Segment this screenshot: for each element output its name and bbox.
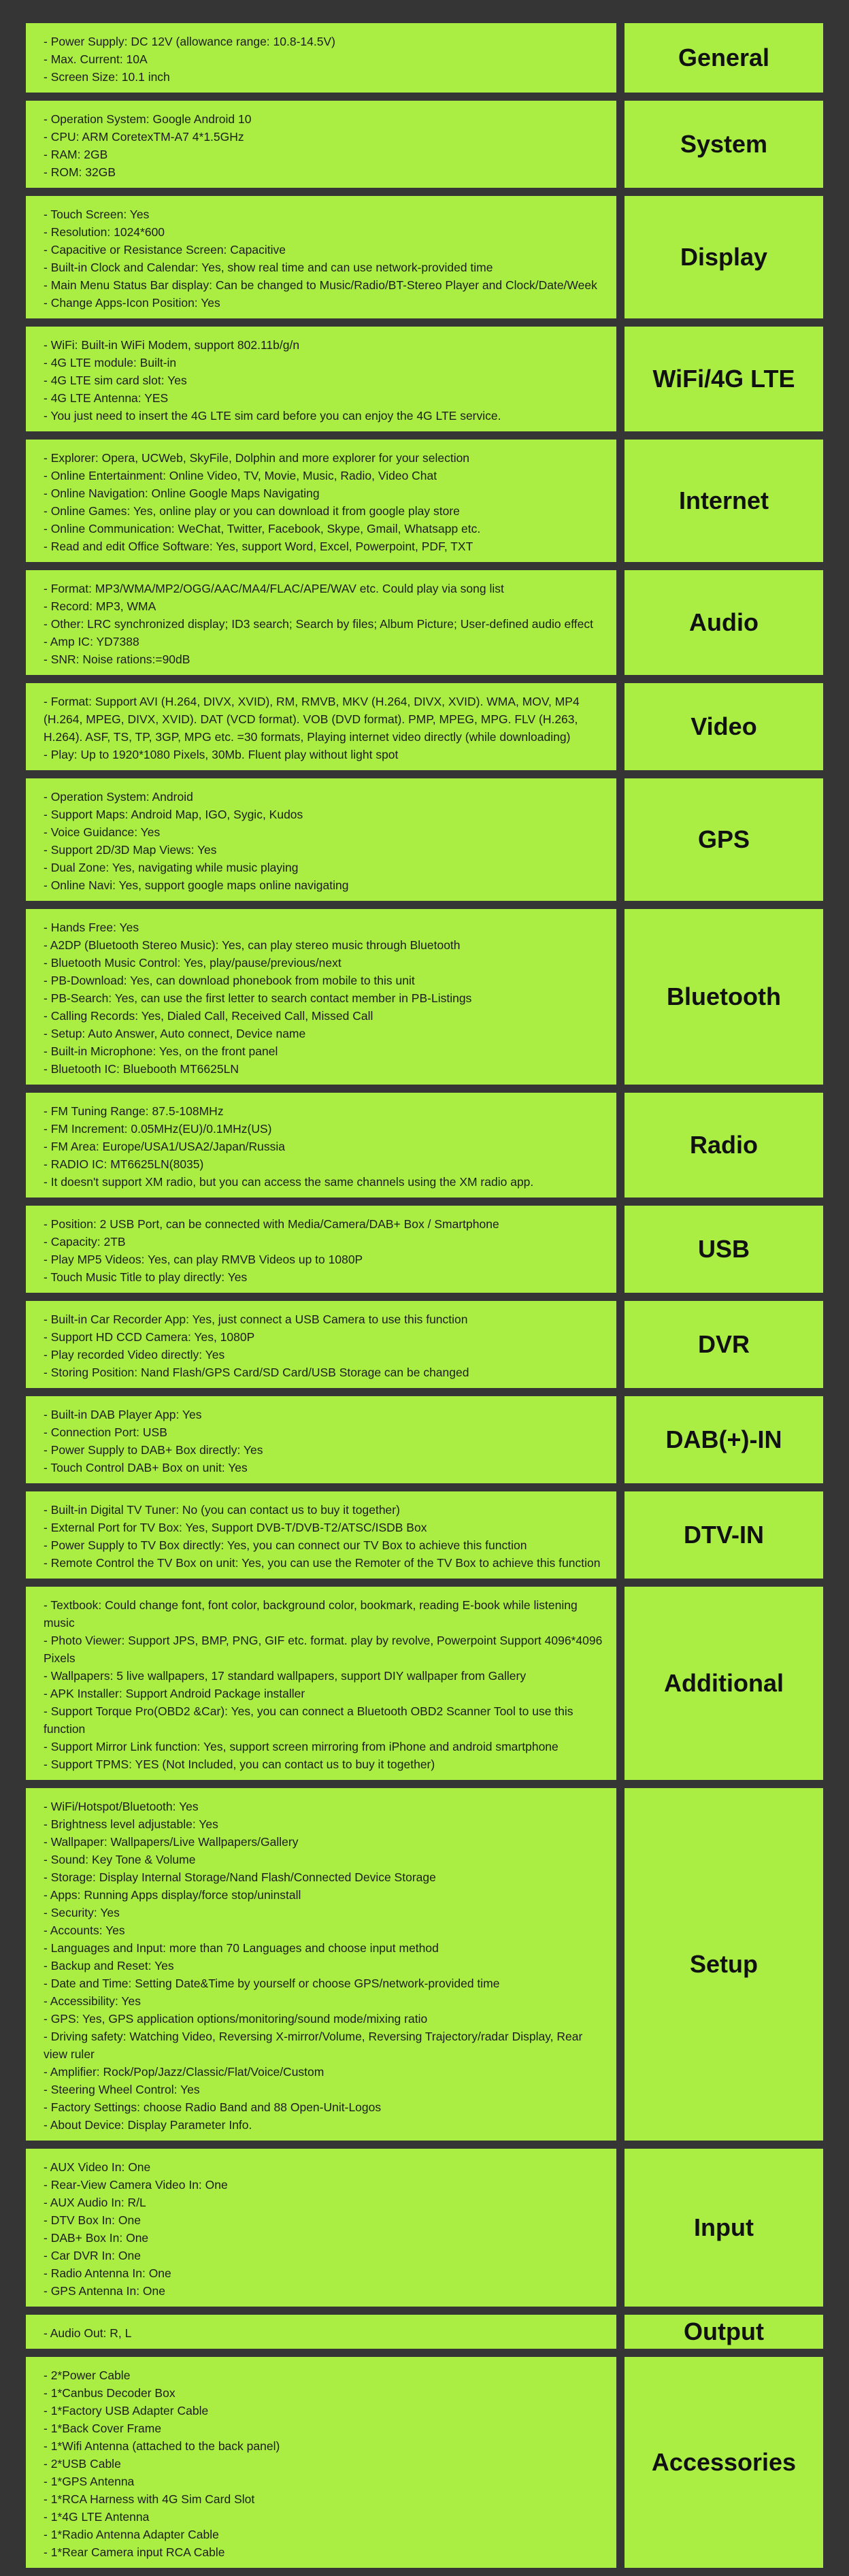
spec-line: - Hands Free: Yes	[44, 921, 139, 934]
spec-line: - Built-in Clock and Calendar: Yes, show real time and can use network-provided time	[44, 261, 493, 274]
spec-line: - A2DP (Bluetooth Stereo Music): Yes, can play stereo music through Bluetooth	[44, 938, 461, 952]
spec-line: - Accounts: Yes	[44, 1923, 125, 1937]
spec-line: - External Port for TV Box: Yes, Support DVB-T/DVB-T2/ATSC/ISDB Box	[44, 1521, 427, 1534]
spec-line: - Online Games: Yes, online play or you can download it from google play store	[44, 504, 460, 518]
spec-line: - Support HD CCD Camera: Yes, 1080P	[44, 1330, 255, 1344]
spec-details-panel	[26, 1587, 616, 1780]
spec-line: - RADIO IC: MT6625LN(8035)	[44, 1157, 204, 1171]
spec-line: - Amplifier: Rock/Pop/Jazz/Classic/Flat/Voice/Custom	[44, 2065, 324, 2079]
spec-line: - 1*RCA Harness with 4G Sim Card Slot	[44, 2492, 255, 2506]
spec-details-panel	[26, 440, 616, 562]
spec-category-label: Output	[625, 2315, 823, 2349]
spec-line: - PB-Search: Yes, can use the first letter to search contact member in PB-Listings	[44, 991, 472, 1005]
spec-category-label: Internet	[625, 440, 823, 562]
spec-line: - DTV Box In: One	[44, 2213, 141, 2227]
spec-row	[26, 327, 823, 431]
spec-line: - Bluetooth IC: Bluebooth MT6625LN	[44, 1062, 239, 1076]
spec-line: - Voice Guidance: Yes	[44, 825, 161, 839]
spec-line: - FM Tuning Range: 87.5-108MHz	[44, 1104, 224, 1118]
spec-category-label: USB	[625, 1206, 823, 1293]
spec-line: - Position: 2 USB Port, can be connected with Media/Camera/DAB+ Box / Smartphone	[44, 1217, 499, 1231]
spec-line: - Explorer: Opera, UCWeb, SkyFile, Dolphin and more explorer for your selection	[44, 451, 470, 465]
spec-category-label: Additional	[625, 1587, 823, 1780]
spec-line: - ROM: 32GB	[44, 165, 116, 179]
spec-line: - 2*Power Cable	[44, 2368, 131, 2382]
spec-line: - Operation System: Android	[44, 790, 193, 804]
spec-details-panel	[26, 23, 616, 93]
spec-line: - Support Torque Pro(OBD2 &Car): Yes, you can connect a Bluetooth OBD2 Scanner Tool to use this function	[44, 1704, 573, 1736]
spec-row	[26, 2357, 823, 2568]
spec-line: - APK Installer: Support Android Package installer	[44, 1687, 305, 1700]
spec-line: - GPS Antenna In: One	[44, 2284, 165, 2298]
spec-line: - You just need to insert the 4G LTE sim card before you can enjoy the 4G LTE service.	[44, 409, 501, 423]
spec-line: - Radio Antenna In: One	[44, 2266, 171, 2280]
spec-line: - Format: Support AVI (H.264, DIVX, XVID), RM, RMVB, MKV (H.264, DIVX, XVID). WMA, MOV, MP4 (H.264, MPEG, DIVX, XVID). DAT (VCD format). VOB (DVD format). PMP, MPEG, MPG. FLV (H.263, H.264). ASF, TS, TP, 3GP, MPG etc. =30 formats, Playing internet video directly (while downloading)	[44, 695, 580, 744]
spec-line: - 1*Rear Camera input RCA Cable	[44, 2545, 225, 2559]
spec-row	[26, 23, 823, 93]
spec-line: - SNR: Noise rations:=90dB	[44, 653, 190, 666]
spec-line: - Support TPMS: YES (Not Included, you can contact us to buy it together)	[44, 1757, 435, 1771]
spec-details-panel	[26, 2149, 616, 2307]
spec-row	[26, 196, 823, 318]
spec-line: - Record: MP3, WMA	[44, 599, 156, 613]
spec-line: - AUX Audio In: R/L	[44, 2196, 146, 2209]
spec-category-label: Setup	[625, 1788, 823, 2141]
spec-line: - Rear-View Camera Video In: One	[44, 2178, 228, 2192]
spec-row	[26, 1587, 823, 1780]
spec-line: - 4G LTE module: Built-in	[44, 356, 177, 369]
spec-line: - Capacity: 2TB	[44, 1235, 126, 1249]
spec-line: - Wallpaper: Wallpapers/Live Wallpapers/Gallery	[44, 1835, 299, 1849]
spec-category-label: WiFi/4G LTE	[625, 327, 823, 431]
spec-category-label: System	[625, 101, 823, 188]
spec-line: - Other: LRC synchronized display; ID3 search; Search by files; Album Picture; User-defined audio effect	[44, 617, 593, 631]
spec-category-label: DTV-IN	[625, 1491, 823, 1579]
spec-category-label: Bluetooth	[625, 909, 823, 1085]
spec-row	[26, 778, 823, 901]
spec-line: - Wallpapers: 5 live wallpapers, 17 standard wallpapers, support DIY wallpaper from Gallery	[44, 1669, 527, 1683]
spec-line: - Touch Control DAB+ Box on unit: Yes	[44, 1461, 248, 1474]
spec-line: - Built-in Car Recorder App: Yes, just connect a USB Camera to use this function	[44, 1312, 468, 1326]
spec-line: - Driving safety: Watching Video, Reversing X-mirror/Volume, Reversing Trajectory/radar Display, Rear view ruler	[44, 2030, 583, 2061]
spec-details-panel	[26, 1301, 616, 1388]
spec-line: - Setup: Auto Answer, Auto connect, Device name	[44, 1027, 306, 1040]
spec-row	[26, 1093, 823, 1198]
spec-line: - 1*4G LTE Antenna	[44, 2510, 150, 2524]
spec-category-label: General	[625, 23, 823, 93]
spec-line: - 4G LTE Antenna: YES	[44, 391, 169, 405]
spec-line: - Main Menu Status Bar display: Can be changed to Music/Radio/BT-Stereo Player and Clock/Date/Week	[44, 278, 597, 292]
spec-details-panel	[26, 909, 616, 1085]
spec-line: - Play recorded Video directly: Yes	[44, 1348, 225, 1361]
spec-line: - Built-in DAB Player App: Yes	[44, 1408, 202, 1421]
spec-line: - 1*Radio Antenna Adapter Cable	[44, 2528, 219, 2541]
spec-details-panel	[26, 1093, 616, 1198]
spec-line: - 1*Factory USB Adapter Cable	[44, 2404, 209, 2417]
spec-details-panel	[26, 570, 616, 675]
spec-category-label: Video	[625, 683, 823, 770]
spec-details-panel	[26, 196, 616, 318]
spec-category-label: Radio	[625, 1093, 823, 1198]
spec-line: - Support Maps: Android Map, IGO, Sygic, Kudos	[44, 808, 303, 821]
spec-line: - Amp IC: YD7388	[44, 635, 139, 648]
spec-line: - About Device: Display Parameter Info.	[44, 2118, 252, 2132]
spec-line: - Connection Port: USB	[44, 1425, 167, 1439]
spec-line: - Sound: Key Tone & Volume	[44, 1853, 196, 1866]
spec-line: - Photo Viewer: Support JPS, BMP, PNG, GIF etc. format. play by revolve, Powerpoint Support 4096*4096 Pixels	[44, 1634, 603, 1665]
spec-line: - Resolution: 1024*600	[44, 225, 165, 239]
spec-line: - Read and edit Office Software: Yes, support Word, Excel, Powerpoint, PDF, TXT	[44, 540, 473, 553]
spec-line: - Audio Out: R, L	[44, 2326, 132, 2340]
spec-line: - 2*USB Cable	[44, 2457, 121, 2471]
spec-sheet	[26, 23, 823, 2576]
spec-line: - 4G LTE sim card slot: Yes	[44, 374, 187, 387]
spec-line: - Power Supply to DAB+ Box directly: Yes	[44, 1443, 263, 1457]
spec-line: - Steering Wheel Control: Yes	[44, 2083, 200, 2096]
spec-line: - 1*GPS Antenna	[44, 2475, 135, 2488]
spec-line: - Screen Size: 10.1 inch	[44, 70, 170, 84]
spec-line: - GPS: Yes, GPS application options/monitoring/sound mode/mixing ratio	[44, 2012, 428, 2026]
spec-row	[26, 570, 823, 675]
spec-line: - Date and Time: Setting Date&Time by yourself or choose GPS/network-provided time	[44, 1977, 500, 1990]
spec-category-label: DVR	[625, 1301, 823, 1388]
spec-row	[26, 683, 823, 770]
spec-category-label: DAB(+)-IN	[625, 1396, 823, 1483]
spec-details-panel	[26, 2357, 616, 2568]
spec-line: - Storage: Display Internal Storage/Nand Flash/Connected Device Storage	[44, 1870, 436, 1884]
spec-line: - Backup and Reset: Yes	[44, 1959, 174, 1972]
spec-line: - Textbook: Could change font, font color, background color, bookmark, reading E-book while listening music	[44, 1598, 578, 1630]
spec-line: - 1*Back Cover Frame	[44, 2422, 162, 2435]
spec-line: - PB-Download: Yes, can download phonebook from mobile to this unit	[44, 974, 415, 987]
spec-details-panel	[26, 1491, 616, 1579]
spec-line: - FM Area: Europe/USA1/USA2/Japan/Russia	[44, 1140, 286, 1153]
spec-details-panel	[26, 1788, 616, 2141]
spec-line: - CPU: ARM CoretexTM-A7 4*1.5GHz	[44, 130, 244, 144]
spec-line: - Storing Position: Nand Flash/GPS Card/SD Card/USB Storage can be changed	[44, 1366, 469, 1379]
spec-line: - Apps: Running Apps display/force stop/uninstall	[44, 1888, 301, 1902]
spec-line: - Operation System: Google Android 10	[44, 112, 252, 126]
spec-details-panel	[26, 778, 616, 901]
spec-line: - Car DVR In: One	[44, 2249, 141, 2262]
spec-row	[26, 2315, 823, 2349]
spec-line: - Bluetooth Music Control: Yes, play/pause/previous/next	[44, 956, 342, 970]
spec-line: - Languages and Input: more than 70 Languages and choose input method	[44, 1941, 439, 1955]
spec-line: - RAM: 2GB	[44, 148, 108, 161]
spec-line: - Power Supply: DC 12V (allowance range: 10.8-14.5V)	[44, 35, 335, 48]
spec-line: - 1*Canbus Decoder Box	[44, 2386, 176, 2400]
spec-line: - Change Apps-Icon Position: Yes	[44, 296, 220, 310]
spec-line: - Factory Settings: choose Radio Band and 88 Open-Unit-Logos	[44, 2100, 382, 2114]
spec-details-panel	[26, 2315, 616, 2349]
spec-line: - Max. Current: 10A	[44, 52, 148, 66]
spec-line: - Remote Control the TV Box on unit: Yes, you can use the Remoter of the TV Box to achieve this function	[44, 1556, 601, 1570]
spec-line: - It doesn't support XM radio, but you can access the same channels using the XM radio app.	[44, 1175, 534, 1189]
spec-line: - Capacitive or Resistance Screen: Capacitive	[44, 243, 286, 257]
spec-line: - Online Navigation: Online Google Maps Navigating	[44, 486, 320, 500]
spec-line: - AUX Video In: One	[44, 2160, 151, 2174]
spec-line: - Touch Screen: Yes	[44, 208, 150, 221]
spec-category-label: Accessories	[625, 2357, 823, 2568]
spec-row	[26, 1491, 823, 1579]
spec-line: - Online Entertainment: Online Video, TV, Movie, Music, Radio, Video Chat	[44, 469, 437, 482]
spec-details-panel	[26, 1396, 616, 1483]
spec-row	[26, 2149, 823, 2307]
spec-category-label: Input	[625, 2149, 823, 2307]
spec-line: - Online Communication: WeChat, Twitter, Facebook, Skype, Gmail, Whatsapp etc.	[44, 522, 481, 535]
spec-row	[26, 1788, 823, 2141]
spec-row	[26, 101, 823, 188]
spec-details-panel	[26, 1206, 616, 1293]
spec-line: - Play MP5 Videos: Yes, can play RMVB Videos up to 1080P	[44, 1253, 363, 1266]
spec-line: - 1*Wifi Antenna (attached to the back panel)	[44, 2439, 280, 2453]
spec-line: - Security: Yes	[44, 1906, 120, 1919]
spec-line: - Dual Zone: Yes, navigating while music playing	[44, 861, 299, 874]
spec-details-panel	[26, 327, 616, 431]
spec-row	[26, 1206, 823, 1293]
spec-row	[26, 1301, 823, 1388]
spec-line: - FM Increment: 0.05MHz(EU)/0.1MHz(US)	[44, 1122, 272, 1136]
spec-details-panel	[26, 101, 616, 188]
spec-line: - Brightness level adjustable: Yes	[44, 1817, 218, 1831]
spec-line: - Play: Up to 1920*1080 Pixels, 30Mb. Fluent play without light spot	[44, 748, 399, 761]
spec-category-label: Audio	[625, 570, 823, 675]
spec-row	[26, 1396, 823, 1483]
spec-line: - Power Supply to TV Box directly: Yes, you can connect our TV Box to achieve this function	[44, 1538, 527, 1552]
spec-category-label: GPS	[625, 778, 823, 901]
spec-line: - Built-in Microphone: Yes, on the front panel	[44, 1044, 278, 1058]
spec-line: - DAB+ Box In: One	[44, 2231, 149, 2245]
spec-line: - Built-in Digital TV Tuner: No (you can contact us to buy it together)	[44, 1503, 400, 1517]
spec-row	[26, 440, 823, 562]
spec-line: - Calling Records: Yes, Dialed Call, Received Call, Missed Call	[44, 1009, 373, 1023]
spec-line: - Support Mirror Link function: Yes, support screen mirroring from iPhone and android smartphone	[44, 1740, 559, 1753]
spec-row	[26, 909, 823, 1085]
spec-line: - Online Navi: Yes, support google maps online navigating	[44, 878, 349, 892]
spec-line: - Touch Music Title to play directly: Yes	[44, 1270, 248, 1284]
spec-line: - WiFi: Built-in WiFi Modem, support 802.11b/g/n	[44, 338, 300, 352]
spec-line: - Support 2D/3D Map Views: Yes	[44, 843, 217, 857]
spec-details-panel	[26, 683, 616, 770]
spec-line: - WiFi/Hotspot/Bluetooth: Yes	[44, 1800, 199, 1813]
spec-line: - Accessibility: Yes	[44, 1994, 141, 2008]
spec-line: - Format: MP3/WMA/MP2/OGG/AAC/MA4/FLAC/APE/WAV etc. Could play via song list	[44, 582, 504, 595]
spec-category-label: Display	[625, 196, 823, 318]
